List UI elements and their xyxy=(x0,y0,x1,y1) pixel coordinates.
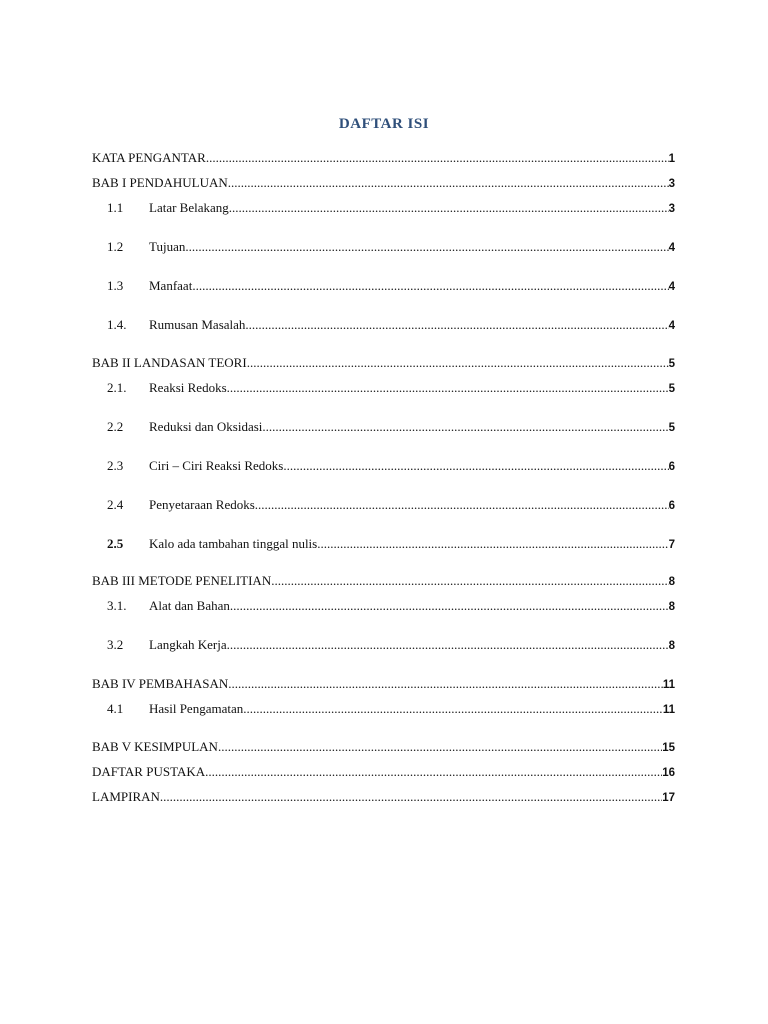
toc-entry-label: BAB III METODE PENELITIAN xyxy=(92,573,272,588)
toc-entry-number: 2.1. xyxy=(107,380,127,395)
toc-leader-dots xyxy=(227,636,669,654)
toc-subentry xyxy=(107,700,675,718)
toc-entry-page: 3 xyxy=(668,178,675,190)
toc-entry-label: Alat dan Bahan xyxy=(149,598,230,613)
toc-entry-label: Reaksi Redoks xyxy=(149,380,227,395)
toc-entry-page: 7 xyxy=(668,539,675,551)
toc-leader-dots xyxy=(205,763,662,781)
toc-entry-label: BAB V KESIMPULAN xyxy=(92,739,218,754)
toc-entry-page: 5 xyxy=(668,383,675,395)
toc-leader-dots xyxy=(228,174,669,192)
toc-entry xyxy=(92,763,675,781)
toc-entry-page: 17 xyxy=(662,792,675,804)
toc-leader-dots xyxy=(206,149,669,167)
toc-entry-label: Ciri – Ciri Reaksi Redoks xyxy=(149,458,284,473)
toc-entry-page: 4 xyxy=(668,281,675,293)
toc-entry-page: 15 xyxy=(662,742,675,754)
toc-entry xyxy=(92,354,675,372)
toc-entry-page: 3 xyxy=(668,203,675,215)
toc-entry-page: 8 xyxy=(668,640,675,652)
toc-entry-number: 3.2 xyxy=(107,637,124,652)
toc-subentry xyxy=(107,535,675,553)
toc-subentry xyxy=(107,636,675,654)
toc-entry-number: 1.4. xyxy=(107,317,127,332)
toc-entry-page: 6 xyxy=(668,500,675,512)
toc-leader-dots xyxy=(229,199,669,217)
toc-entry-page: 8 xyxy=(668,601,675,613)
toc-entry-label: LAMPIRAN xyxy=(92,789,160,804)
toc-entry xyxy=(92,174,675,192)
toc-entry-label: Rumusan Masalah xyxy=(149,317,246,332)
toc-leader-dots xyxy=(228,675,663,693)
toc-entry-label: KATA PENGANTAR xyxy=(92,150,206,165)
toc-entry-label: Latar Belakang xyxy=(149,200,229,215)
toc-entry-number: 1.3 xyxy=(107,278,124,293)
toc-subentry xyxy=(107,597,675,615)
toc-leader-dots xyxy=(185,238,668,256)
toc-leader-dots xyxy=(160,788,662,806)
toc-entry-label: Penyetaraan Redoks xyxy=(149,497,255,512)
toc-leader-dots xyxy=(255,496,669,514)
toc-entry xyxy=(92,149,675,167)
toc-leader-dots xyxy=(262,418,668,436)
toc-entry-page: 8 xyxy=(668,576,675,588)
toc-subentry xyxy=(107,277,675,295)
toc-entry-label: DAFTAR PUSTAKA xyxy=(92,764,206,779)
toc-subentry xyxy=(107,316,675,334)
toc-subentry xyxy=(107,379,675,397)
toc-entry-page: 4 xyxy=(668,320,675,332)
toc-subentry xyxy=(107,238,675,256)
toc-entry-number: 1.1 xyxy=(107,200,124,215)
toc-entry-number: 2.2 xyxy=(107,419,124,434)
toc-title: DAFTAR ISI xyxy=(338,116,430,132)
toc-entry-number: 1.2 xyxy=(107,239,124,254)
toc-leader-dots xyxy=(247,354,669,372)
toc-entry-page: 11 xyxy=(662,679,675,691)
toc-entry-label: Manfaat xyxy=(149,278,193,293)
toc-subentry xyxy=(107,457,675,475)
toc-entry-label: Tujuan xyxy=(149,239,186,254)
toc-entry-number: 2.5 xyxy=(107,536,124,551)
toc-entry-label: BAB I PENDAHULUAN xyxy=(92,175,228,190)
toc-subentry xyxy=(107,199,675,217)
toc-entry-page: 6 xyxy=(668,461,675,473)
toc-leader-dots xyxy=(245,316,668,334)
toc-leader-dots xyxy=(283,457,668,475)
toc-entry-page: 1 xyxy=(668,153,675,165)
toc-entry xyxy=(92,675,675,693)
toc-entry xyxy=(92,738,675,756)
toc-leader-dots xyxy=(192,277,668,295)
toc-leader-dots xyxy=(230,597,669,615)
toc-subentry xyxy=(107,496,675,514)
toc-leader-dots xyxy=(317,535,668,553)
toc-leader-dots xyxy=(271,572,668,590)
toc-entry xyxy=(92,788,675,806)
toc-entry-label: Hasil Pengamatan xyxy=(149,701,244,716)
toc-entry-page: 5 xyxy=(668,422,675,434)
toc-entry-label: BAB IV PEMBAHASAN xyxy=(92,676,229,691)
toc-entry-label: Reduksi dan Oksidasi xyxy=(149,419,263,434)
toc-entry-page: 5 xyxy=(668,358,675,370)
toc-entry-label: Langkah Kerja xyxy=(149,637,227,652)
toc-leader-dots xyxy=(227,379,669,397)
toc-entry-page: 11 xyxy=(662,704,675,716)
toc-entry-number: 3.1. xyxy=(107,598,127,613)
toc-entry xyxy=(92,572,675,590)
toc-entry-number: 4.1 xyxy=(107,701,124,716)
toc-entry-page: 4 xyxy=(668,242,675,254)
toc-entry-number: 2.3 xyxy=(107,458,124,473)
toc-subentry xyxy=(107,418,675,436)
toc-entry-label: BAB II LANDASAN TEORI xyxy=(92,355,247,370)
toc-leader-dots xyxy=(243,700,663,718)
toc-leader-dots xyxy=(218,738,662,756)
toc-entry-label: Kalo ada tambahan tinggal nulis xyxy=(149,536,318,551)
toc-entry-page: 16 xyxy=(662,767,675,779)
toc-entry-number: 2.4 xyxy=(107,497,124,512)
